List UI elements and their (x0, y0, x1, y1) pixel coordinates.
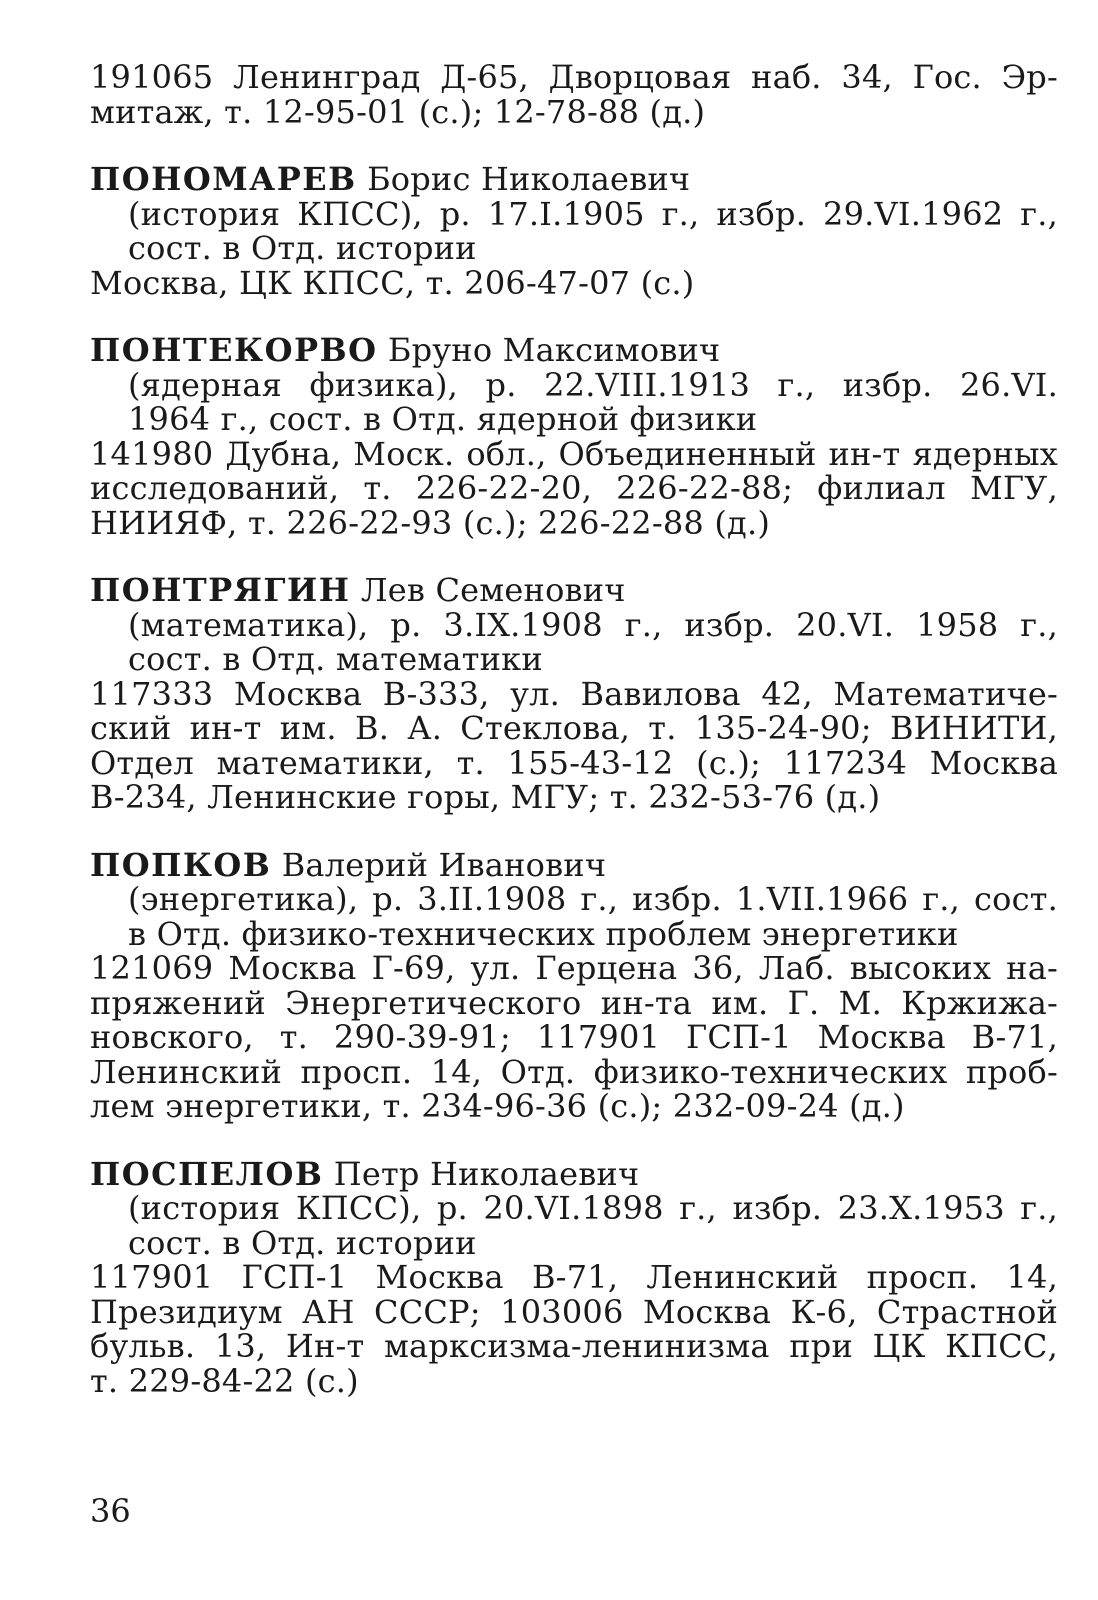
info-line: сост. в Отд. истории (128, 229, 477, 267)
entry-surname: ПОНТРЯГИН (90, 571, 351, 609)
entry-surname: ПОСПЕЛОВ (90, 1154, 324, 1193)
info-line: 1964 г., сост. в Отд. ядерной физики (128, 400, 758, 438)
entry-given-name: Петр Николаевич (333, 1154, 640, 1193)
entry-surname: ПОНТЕКОРВО (90, 331, 378, 369)
address-line: 141980 Дубна, Моск. обл., Объединенный ин-т ядерных (90, 434, 1058, 473)
address-line: новского, т. 290-39-91; 117901 ГСП-1 Москва В-71, (90, 1018, 1058, 1056)
entry-popkov (90, 845, 1058, 1125)
address-line: 117901 ГСП-1 Москва В-71, Ленинский просп. 14, (90, 1258, 1058, 1296)
address-line: НИИЯФ, т. 226-22-93 (с.); 226-22-88 (д.) (90, 503, 770, 542)
page-number: 36 (90, 1492, 131, 1530)
info-line: сост. в Отд. математики (128, 640, 543, 678)
address-line: митаж, т. 12-95-01 (с.); 12-78-88 (д.) (90, 92, 706, 131)
address-line: 117333 Москва В-333, ул. Вавилова 42, Математиче- (90, 674, 1058, 713)
entry-heading (90, 573, 1058, 608)
entry-given-name: Борис Николаевич (367, 160, 691, 198)
address-line: т. 229-84-22 (с.) (90, 1361, 359, 1400)
info-line: (энергетика), р. 3.II.1908 г., избр. 1.VII.1966 г., сост. (128, 880, 1058, 918)
entry-surname: ПОПКОВ (90, 845, 272, 884)
address-line: исследований, т. 226-22-20, 226-22-88; филиал МГУ, (90, 469, 1058, 507)
entry-pontecorvo (90, 333, 1058, 540)
entry-pontryagin (90, 573, 1058, 815)
info-line: (ядерная физика), р. 22.VIII.1913 г., избр. 26.VI. (128, 365, 1058, 404)
entry-given-name: Бруно Максимович (387, 331, 721, 369)
address-line: лем энергетики, т. 234-96-36 (с.); 232-09-24 (д.) (90, 1087, 905, 1125)
info-line: (история КПСС), р. 20.VI.1898 г., избр. 23.X.1953 г., (128, 1189, 1058, 1227)
entry-ponomarev (90, 162, 1058, 300)
entry-heading (90, 333, 1058, 368)
address-line: 121069 Москва Г-69, ул. Герцена 36, Лаб. высоких на- (90, 949, 1058, 987)
address-line: пряжений Энергетического ин-та им. Г. М. Кржижа- (90, 983, 1058, 1022)
document-page (90, 60, 1058, 1398)
address-line: В-234, Ленинские горы, МГУ; т. 232-53-76 (д.) (90, 778, 881, 816)
entry-surname: ПОНОМАРЕВ (90, 160, 357, 198)
entry-heading (90, 162, 1058, 197)
entry-continuation (90, 60, 1058, 129)
entry-given-name: Лев Семенович (360, 571, 626, 609)
address-line: 191065 Ленинград Д-65, Дворцовая наб. 34, Гос. Эр- (90, 58, 1058, 96)
entry-heading (90, 1154, 1058, 1193)
info-line: сост. в Отд. истории (128, 1223, 477, 1262)
entry-given-name: Валерий Иванович (281, 845, 607, 884)
address-line: Москва, ЦК КПСС, т. 206-47-07 (с.) (90, 263, 695, 302)
info-line: (история КПСС), р. 17.I.1905 г., избр. 29.VI.1962 г., (128, 194, 1058, 233)
address-line: ский ин-т им. В. А. Стеклова, т. 135-24-90; ВИНИТИ, (90, 709, 1058, 747)
entry-pospelov (90, 1154, 1058, 1400)
address-line: бульв. 13, Ин-т марксизма-ленинизма при ЦК КПСС, (90, 1327, 1058, 1365)
info-line: (математика), р. 3.IX.1908 г., избр. 20.VI. 1958 г., (128, 605, 1058, 644)
address-line: Отдел математики, т. 155-43-12 (с.); 117234 Москва (90, 743, 1058, 782)
entry-heading (90, 845, 1058, 884)
info-line: в Отд. физико-технических проблем энергетики (128, 914, 959, 953)
address-line: Президиум АН СССР; 103006 Москва К-6, Страстной (90, 1292, 1058, 1331)
address-line: Ленинский просп. 14, Отд. физико-технических проб- (90, 1052, 1058, 1091)
